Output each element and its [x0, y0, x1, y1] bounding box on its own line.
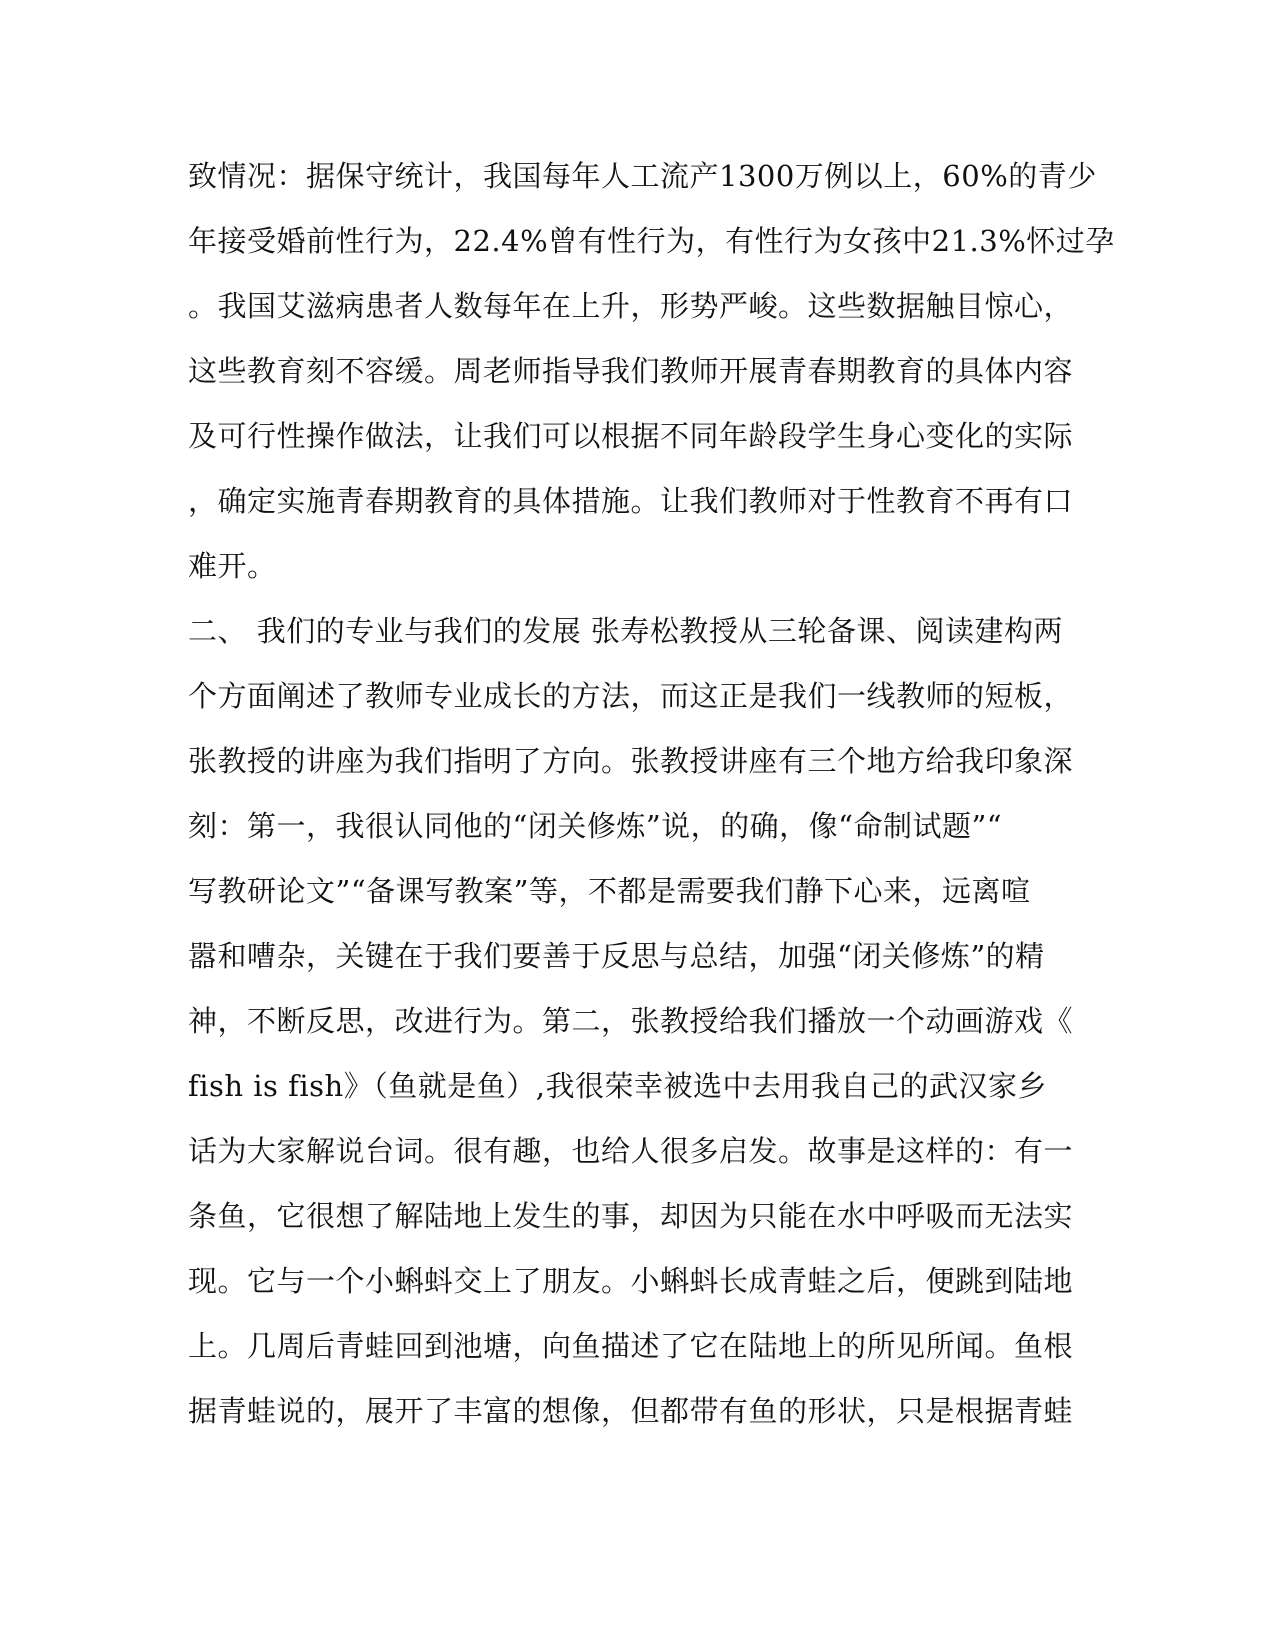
text-line: 话为大家解说台词。很有趣，也给人很多启发。故事是这样的：有一 [188, 1134, 1074, 1168]
text-line: 。我国艾滋病患者人数每年在上升，形势严峻。这些数据触目惊心， [188, 289, 1074, 323]
text-line: 神，不断反思，改进行为。第二，张教授给我们播放一个动画游戏《 [188, 1004, 1074, 1038]
text-line: 现。它与一个小蝌蚪交上了朋友。小蝌蚪长成青蛙之后，便跳到陆地 [188, 1264, 1074, 1298]
section-heading-line: 二、 我们的专业与我们的发展 张寿松教授从三轮备课、阅读建构两 [188, 614, 1063, 648]
text-line: 写教研论文”“备课写教案”等，不都是需要我们静下心来，远离喧 [188, 874, 1031, 908]
text-line: 刻：第一，我很认同他的“闭关修炼”说，的确，像“命制试题”“ [188, 809, 1003, 843]
text-line: 张教授的讲座为我们指明了方向。张教授讲座有三个地方给我印象深 [188, 744, 1074, 778]
text-line: 难开。 [188, 549, 277, 583]
text-line: 及可行性操作做法，让我们可以根据不同年龄段学生身心变化的实际 [188, 419, 1074, 453]
text-line: ，确定实施青春期教育的具体措施。让我们教师对于性教育不再有口 [188, 484, 1074, 518]
text-line: 嚣和嘈杂，关键在于我们要善于反思与总结，加强“闭关修炼”的精 [188, 939, 1045, 973]
text-line: 致情况：据保守统计，我国每年人工流产1300万例以上，60%的青少 [188, 159, 1097, 193]
text-line: 条鱼，它很想了解陆地上发生的事，却因为只能在水中呼吸而无法实 [188, 1199, 1074, 1233]
text-line: 这些教育刻不容缓。周老师指导我们教师开展青春期教育的具体内容 [188, 354, 1074, 388]
text-line: 年接受婚前性行为，22.4%曾有性行为，有性行为女孩中21.3%怀过孕 [188, 224, 1115, 258]
text-line: fish is fish》（鱼就是鱼）,我很荣幸被选中去用我自己的武汉家乡 [188, 1069, 1047, 1103]
text-line: 个方面阐述了教师专业成长的方法，而这正是我们一线教师的短板， [188, 679, 1074, 713]
text-line: 上。几周后青蛙回到池塘，向鱼描述了它在陆地上的所见所闻。鱼根 [188, 1329, 1074, 1363]
body-text [188, 156, 1115, 1456]
text-line: 据青蛙说的，展开了丰富的想像，但都带有鱼的形状，只是根据青蛙 [188, 1394, 1074, 1428]
